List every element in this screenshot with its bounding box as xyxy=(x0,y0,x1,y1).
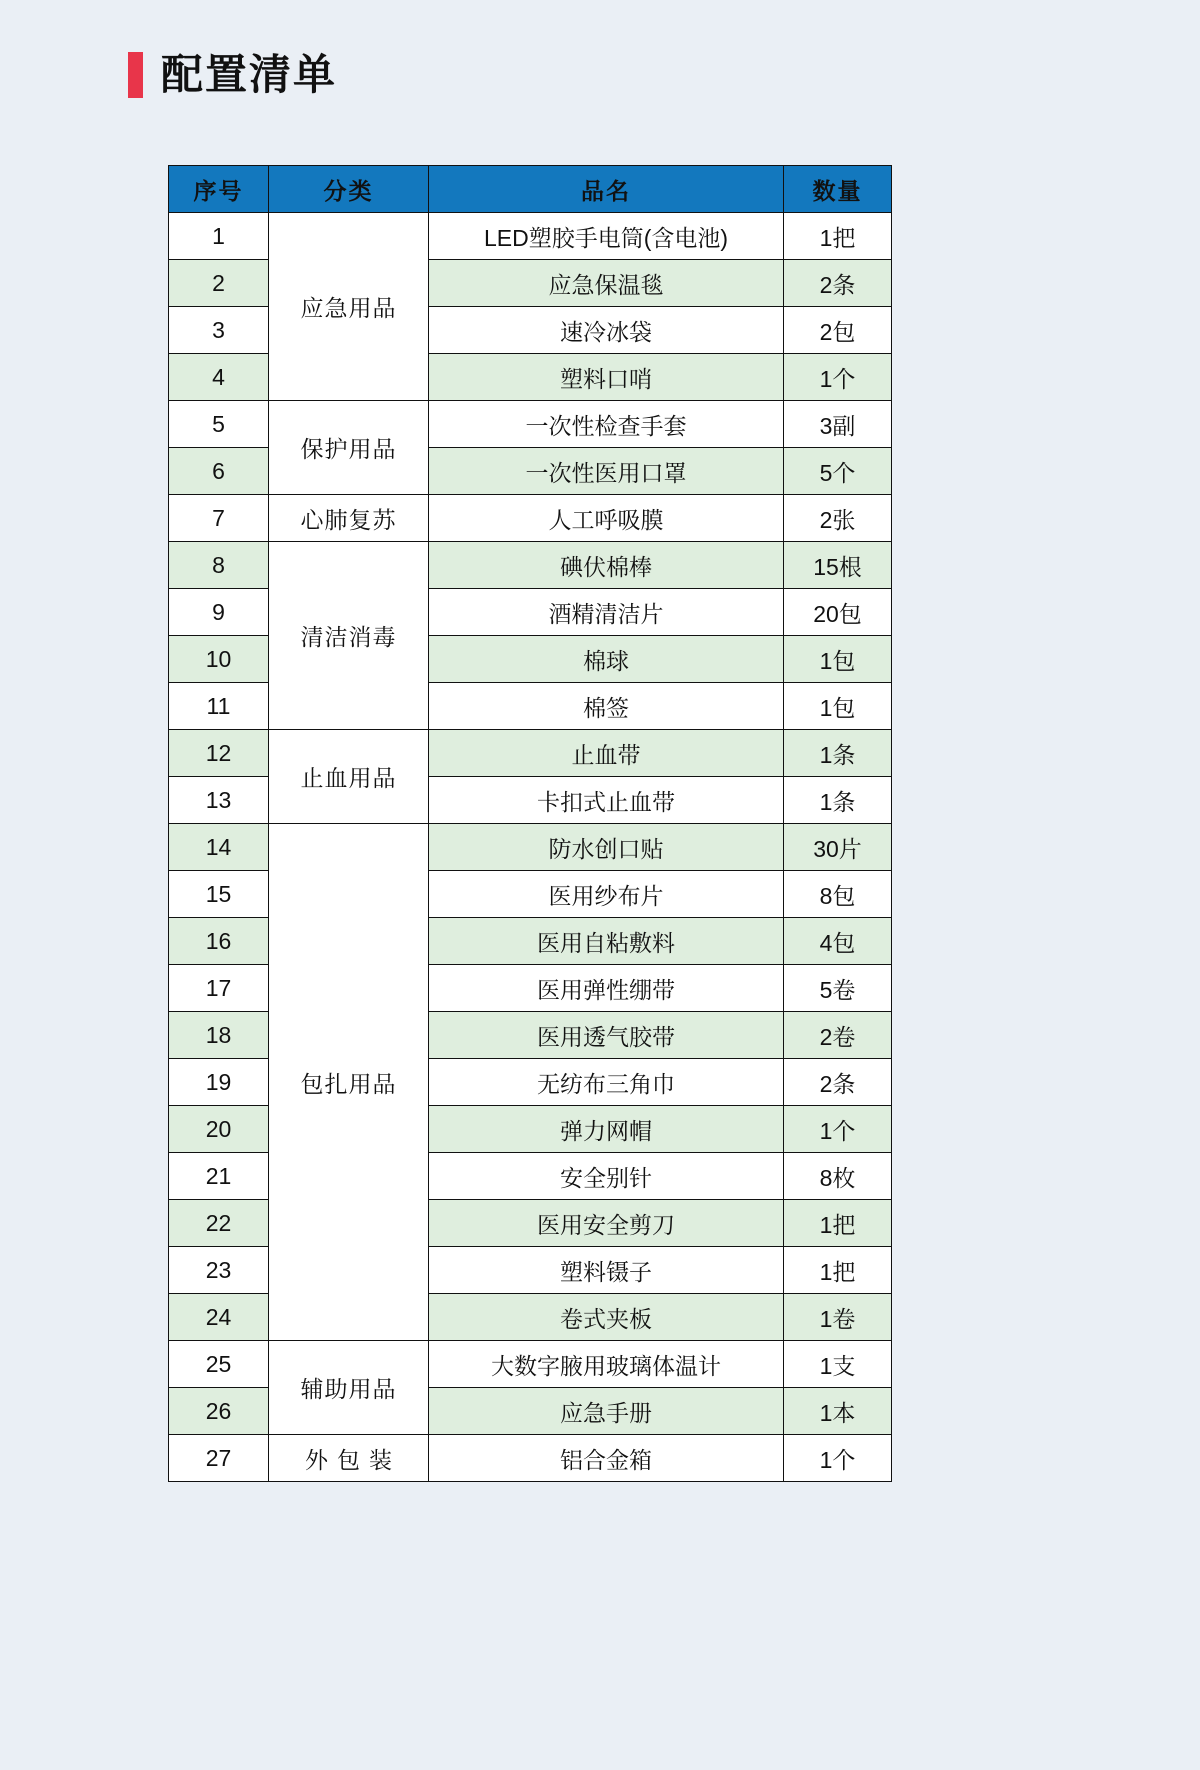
cell-index: 4 xyxy=(169,354,269,401)
cell-index: 2 xyxy=(169,260,269,307)
cell-index: 6 xyxy=(169,448,269,495)
title-accent-bar xyxy=(128,52,143,98)
cell-quantity: 5个 xyxy=(784,448,892,495)
cell-quantity: 2卷 xyxy=(784,1012,892,1059)
cell-index: 22 xyxy=(169,1200,269,1247)
cell-index: 11 xyxy=(169,683,269,730)
cell-item-name: LED塑胶手电筒(含电池) xyxy=(429,213,784,260)
cell-item-name: 卷式夹板 xyxy=(429,1294,784,1341)
table-row xyxy=(169,730,892,777)
table-row xyxy=(169,1435,892,1482)
cell-quantity: 1把 xyxy=(784,1247,892,1294)
column-header-index: 序号 xyxy=(169,166,269,213)
cell-quantity: 2条 xyxy=(784,260,892,307)
cell-category: 外包装 xyxy=(269,1435,429,1482)
cell-index: 9 xyxy=(169,589,269,636)
cell-item-name: 人工呼吸膜 xyxy=(429,495,784,542)
cell-index: 23 xyxy=(169,1247,269,1294)
cell-item-name: 一次性检查手套 xyxy=(429,401,784,448)
cell-index: 19 xyxy=(169,1059,269,1106)
cell-quantity: 1把 xyxy=(784,213,892,260)
cell-quantity: 8枚 xyxy=(784,1153,892,1200)
cell-item-name: 无纺布三角巾 xyxy=(429,1059,784,1106)
cell-quantity: 1本 xyxy=(784,1388,892,1435)
page-title-text: 配置清单 xyxy=(161,51,338,98)
cell-quantity: 1支 xyxy=(784,1341,892,1388)
cell-index: 14 xyxy=(169,824,269,871)
cell-index: 27 xyxy=(169,1435,269,1482)
column-header-category: 分类 xyxy=(269,166,429,213)
cell-index: 26 xyxy=(169,1388,269,1435)
cell-category: 清洁消毒 xyxy=(269,542,429,730)
cell-item-name: 医用安全剪刀 xyxy=(429,1200,784,1247)
cell-quantity: 1包 xyxy=(784,683,892,730)
cell-index: 12 xyxy=(169,730,269,777)
cell-item-name: 防水创口贴 xyxy=(429,824,784,871)
cell-item-name: 医用透气胶带 xyxy=(429,1012,784,1059)
cell-quantity: 5卷 xyxy=(784,965,892,1012)
table-row xyxy=(169,542,892,589)
cell-quantity: 1个 xyxy=(784,1435,892,1482)
cell-index: 1 xyxy=(169,213,269,260)
cell-category: 保护用品 xyxy=(269,401,429,495)
cell-index: 7 xyxy=(169,495,269,542)
table-body xyxy=(169,213,892,1482)
cell-index: 18 xyxy=(169,1012,269,1059)
cell-item-name: 塑料口哨 xyxy=(429,354,784,401)
cell-category: 包扎用品 xyxy=(269,824,429,1341)
cell-index: 24 xyxy=(169,1294,269,1341)
column-header-quantity: 数量 xyxy=(784,166,892,213)
cell-index: 5 xyxy=(169,401,269,448)
cell-item-name: 棉签 xyxy=(429,683,784,730)
cell-item-name: 塑料镊子 xyxy=(429,1247,784,1294)
cell-quantity: 1个 xyxy=(784,354,892,401)
cell-index: 3 xyxy=(169,307,269,354)
cell-item-name: 应急保温毯 xyxy=(429,260,784,307)
cell-item-name: 速冷冰袋 xyxy=(429,307,784,354)
cell-quantity: 4包 xyxy=(784,918,892,965)
configuration-list-table-wrapper xyxy=(168,165,891,1482)
cell-quantity: 1个 xyxy=(784,1106,892,1153)
cell-index: 15 xyxy=(169,871,269,918)
cell-category: 应急用品 xyxy=(269,213,429,401)
cell-quantity: 1条 xyxy=(784,730,892,777)
cell-item-name: 棉球 xyxy=(429,636,784,683)
cell-quantity: 1包 xyxy=(784,636,892,683)
cell-quantity: 8包 xyxy=(784,871,892,918)
cell-item-name: 酒精清洁片 xyxy=(429,589,784,636)
cell-quantity: 2包 xyxy=(784,307,892,354)
cell-quantity: 1条 xyxy=(784,777,892,824)
table-row xyxy=(169,1341,892,1388)
cell-quantity: 1把 xyxy=(784,1200,892,1247)
cell-quantity: 3副 xyxy=(784,401,892,448)
cell-item-name: 弹力网帽 xyxy=(429,1106,784,1153)
cell-index: 25 xyxy=(169,1341,269,1388)
cell-index: 21 xyxy=(169,1153,269,1200)
configuration-list-table xyxy=(168,165,892,1482)
cell-item-name: 医用自粘敷料 xyxy=(429,918,784,965)
cell-item-name: 铝合金箱 xyxy=(429,1435,784,1482)
table-row xyxy=(169,824,892,871)
cell-quantity: 2条 xyxy=(784,1059,892,1106)
cell-quantity: 30片 xyxy=(784,824,892,871)
cell-category: 止血用品 xyxy=(269,730,429,824)
cell-quantity: 2张 xyxy=(784,495,892,542)
table-row xyxy=(169,213,892,260)
cell-quantity: 1卷 xyxy=(784,1294,892,1341)
cell-item-name: 安全别针 xyxy=(429,1153,784,1200)
column-header-item: 品名 xyxy=(429,166,784,213)
cell-index: 13 xyxy=(169,777,269,824)
cell-quantity: 20包 xyxy=(784,589,892,636)
cell-item-name: 应急手册 xyxy=(429,1388,784,1435)
cell-index: 17 xyxy=(169,965,269,1012)
cell-index: 20 xyxy=(169,1106,269,1153)
cell-item-name: 医用纱布片 xyxy=(429,871,784,918)
page-title xyxy=(128,52,337,98)
cell-item-name: 一次性医用口罩 xyxy=(429,448,784,495)
cell-item-name: 卡扣式止血带 xyxy=(429,777,784,824)
cell-item-name: 止血带 xyxy=(429,730,784,777)
cell-index: 16 xyxy=(169,918,269,965)
cell-item-name: 医用弹性绷带 xyxy=(429,965,784,1012)
table-header-row xyxy=(169,166,892,213)
cell-index: 10 xyxy=(169,636,269,683)
table-row xyxy=(169,495,892,542)
table-row xyxy=(169,401,892,448)
cell-category: 辅助用品 xyxy=(269,1341,429,1435)
cell-index: 8 xyxy=(169,542,269,589)
cell-quantity: 15根 xyxy=(784,542,892,589)
cell-category: 心肺复苏 xyxy=(269,495,429,542)
cell-item-name: 大数字腋用玻璃体温计 xyxy=(429,1341,784,1388)
cell-item-name: 碘伏棉棒 xyxy=(429,542,784,589)
